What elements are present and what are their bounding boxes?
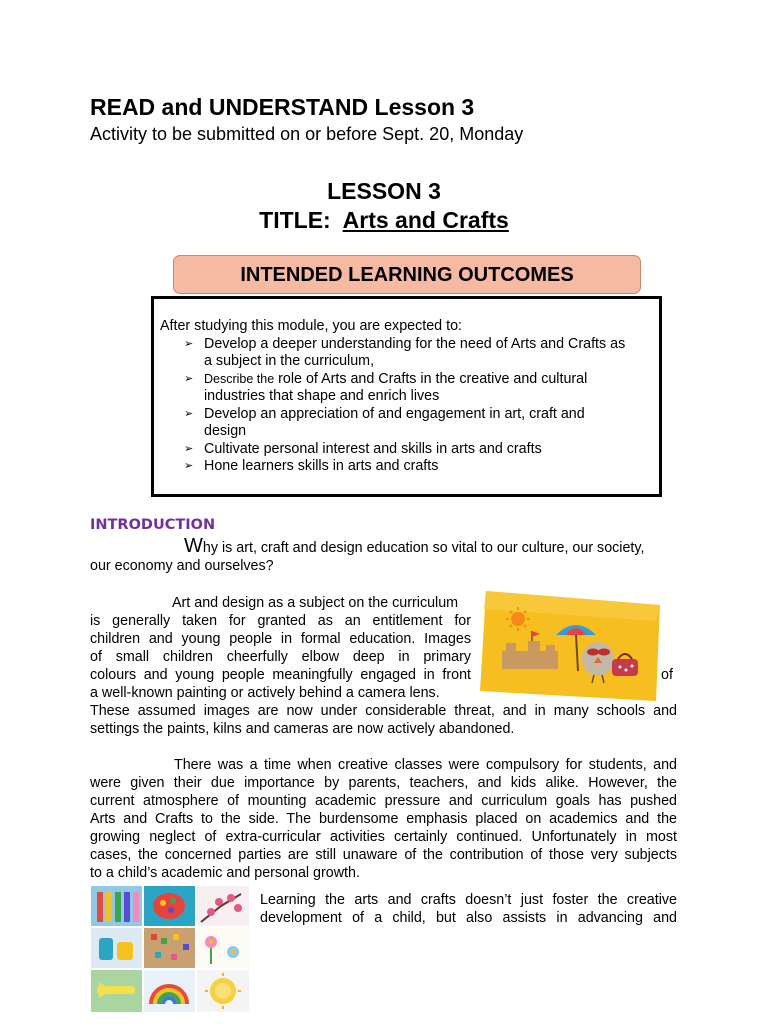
outcome-item: ➢ Develop a deeper understanding for the need of Arts and Crafts as a subject in the curriculum, <box>184 335 626 369</box>
arrow-bullet-icon: ➢ <box>184 442 194 455</box>
outcomes-lead: After studying this module, you are expected to: <box>160 318 462 334</box>
intro-paragraph-2-cont: colours and young people meaningfully engaged in front a well-known painting or actively behind a camera lens. These assumed images are now under considerable threat, and in many schools and settings the paints, kilns and cameras are now actively abandoned. <box>90 667 677 737</box>
document-title: READ and UNDERSTAND Lesson 3 <box>90 94 475 120</box>
introduction-heading: INTRODUCTION <box>90 517 216 533</box>
sun-plate-craft-tile <box>197 970 249 1012</box>
yarn-craft-tile <box>91 886 142 926</box>
intro-paragraph-3: There was a time when creative classes were compulsory for students, and were given their due importance by parents, teachers, and kids alike. However, the current atmosphere of mounting academic pressure and curriculum goals has pushed Arts and Crafts to the side. The burdensome emphasis placed on academics and the growing neglect of extra-curricular activities certainly continued. Unfortunately in most cases, the concerned parties are still unaware of the contribution of those very subjects to a child’s academic and personal growth. <box>90 757 677 881</box>
arrow-bullet-icon: ➢ <box>184 372 194 385</box>
lesson-title-prefix: TITLE: <box>259 207 331 233</box>
outcome-item: ➢ Describe the role of Arts and Crafts in the creative and cultural industries that shape and enrich lives <box>184 370 588 404</box>
outcomes-box <box>151 296 662 497</box>
blossom-craft-tile <box>197 886 249 926</box>
lesson-number: LESSON 3 <box>327 178 441 204</box>
tube-craft-tile <box>91 928 142 968</box>
lesson-title <box>0 207 768 234</box>
arrow-bullet-icon: ➢ <box>184 407 194 420</box>
submission-note: Activity to be submitted on or before Sept. 20, Monday <box>90 124 524 144</box>
paragraph-word-of: of <box>661 667 673 683</box>
intro-paragraph-1: Why is art, craft and design education so vital to our culture, our society, our economy and ourselves? <box>90 535 645 574</box>
outcome-item: ➢ Hone learners skills in arts and crafts <box>184 458 439 474</box>
arrow-bullet-icon: ➢ <box>184 337 194 350</box>
mosaic-craft-tile <box>144 928 195 968</box>
clothespin-craft-tile <box>91 970 142 1012</box>
arrow-bullet-icon: ➢ <box>184 460 194 472</box>
intro-paragraph-2: Art and design as a subject on the curriculum is generally taken for granted as an entitlement for children and young people in formal education. Images of small children cheerfully elbow deep in primary <box>90 595 471 665</box>
intro-paragraph-4: Learning the arts and crafts doesn’t just foster the creative development of a child, but also assists in advancing and <box>260 892 677 926</box>
outcomes-list <box>160 336 651 476</box>
beach-craft-image <box>480 591 660 706</box>
outcomes-heading: INTENDED LEARNING OUTCOMES <box>173 255 641 294</box>
rainbow-craft-tile <box>144 970 195 1012</box>
outcome-item: ➢ Cultivate personal interest and skills in arts and crafts <box>184 440 542 457</box>
outcome-item: ➢ Develop an appreciation of and engagement in art, craft and design <box>184 405 585 439</box>
lesson-title-text: Arts and Crafts <box>342 207 509 233</box>
crafts-collage-image <box>91 886 249 1017</box>
drop-letter: W <box>184 535 203 557</box>
turtle-craft-tile <box>144 886 195 926</box>
flowers-craft-tile <box>197 928 249 968</box>
